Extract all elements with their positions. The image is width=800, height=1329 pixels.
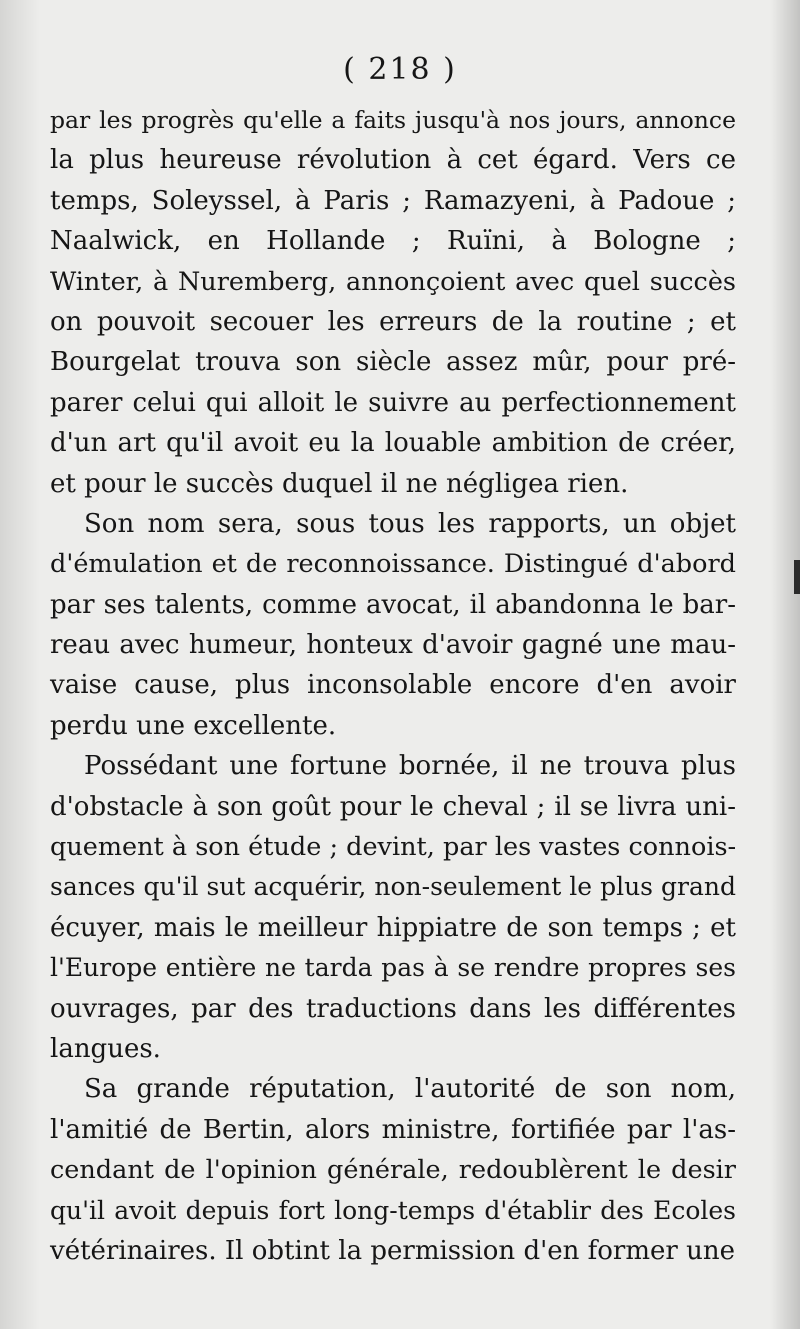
text-line: reau avec humeur, honteux d'avoir gagné une mau- [50, 630, 736, 661]
text-line: d'obstacle à son goût pour le cheval ; il se livra uni- [50, 791, 736, 822]
paragraph [50, 504, 736, 746]
paragraph [50, 100, 736, 504]
text-line: Possédant une fortune bornée, il ne trouva plus [84, 751, 736, 782]
body-text [50, 100, 736, 1271]
text-line: par ses talents, comme avocat, il abandonna le bar- [50, 589, 736, 620]
text-line: Naalwick, en Hollande ; Ruïni, à Bologne ; [50, 226, 736, 257]
page-number: ( 218 ) [343, 52, 457, 87]
text-line: Sa grande réputation, l'autorité de son nom, [84, 1074, 736, 1105]
text-line: et pour le succès duquel il ne négligea rien. [50, 468, 629, 499]
text-line: sances qu'il sut acquérir, non-seulement le plus grand [50, 872, 736, 902]
text-line: Bourgelat trouva son siècle assez mûr, pour pré- [50, 347, 736, 378]
text-line: par les progrès qu'elle a faits jusqu'à nos jours, annonce [50, 106, 736, 134]
text-line: Son nom sera, sous tous les rapports, un objet [84, 508, 736, 539]
text-line: ouvrages, par des traductions dans les différentes [50, 993, 736, 1024]
text-line: l'amitié de Bertin, alors ministre, fortifiée par l'as- [50, 1114, 736, 1145]
paragraph [50, 1069, 736, 1271]
text-line: temps, Soleyssel, à Paris ; Ramazyeni, à Padoue ; [50, 185, 736, 216]
text-line: qu'il avoit depuis fort long-temps d'établir des Ecoles [50, 1195, 736, 1225]
text-line: écuyer, mais le meilleur hippiatre de son temps ; et [50, 912, 736, 943]
text-line: d'émulation et de reconnoissance. Distingué d'abord [50, 549, 736, 580]
text-line: perdu une excellente. [50, 710, 337, 741]
text-line: langues. [50, 1033, 161, 1064]
text-line: on pouvoit secouer les erreurs de la routine ; et [50, 306, 736, 337]
text-line: vaise cause, plus inconsolable encore d'en avoir [50, 670, 736, 701]
text-line: d'un art qu'il avoit eu la louable ambition de créer, [50, 428, 736, 459]
text-line: l'Europe entière ne tarda pas à se rendre propres ses [50, 953, 736, 983]
paragraph [50, 746, 736, 1069]
text-line: la plus heureuse révolution à cet égard. Vers ce [50, 145, 736, 176]
text-line: cendant de l'opinion générale, redoublèrent le desir [50, 1155, 736, 1186]
text-line: Winter, à Nuremberg, annonçoient avec quel succès [50, 266, 736, 297]
text-line: quement à son étude ; devint, par les vastes connois- [50, 832, 737, 863]
text-line: parer celui qui alloit le suivre au perfectionnement [50, 387, 736, 418]
text-line: vétérinaires. Il obtint la permission d'en former une [50, 1235, 735, 1266]
page-edge-mark [794, 560, 800, 594]
